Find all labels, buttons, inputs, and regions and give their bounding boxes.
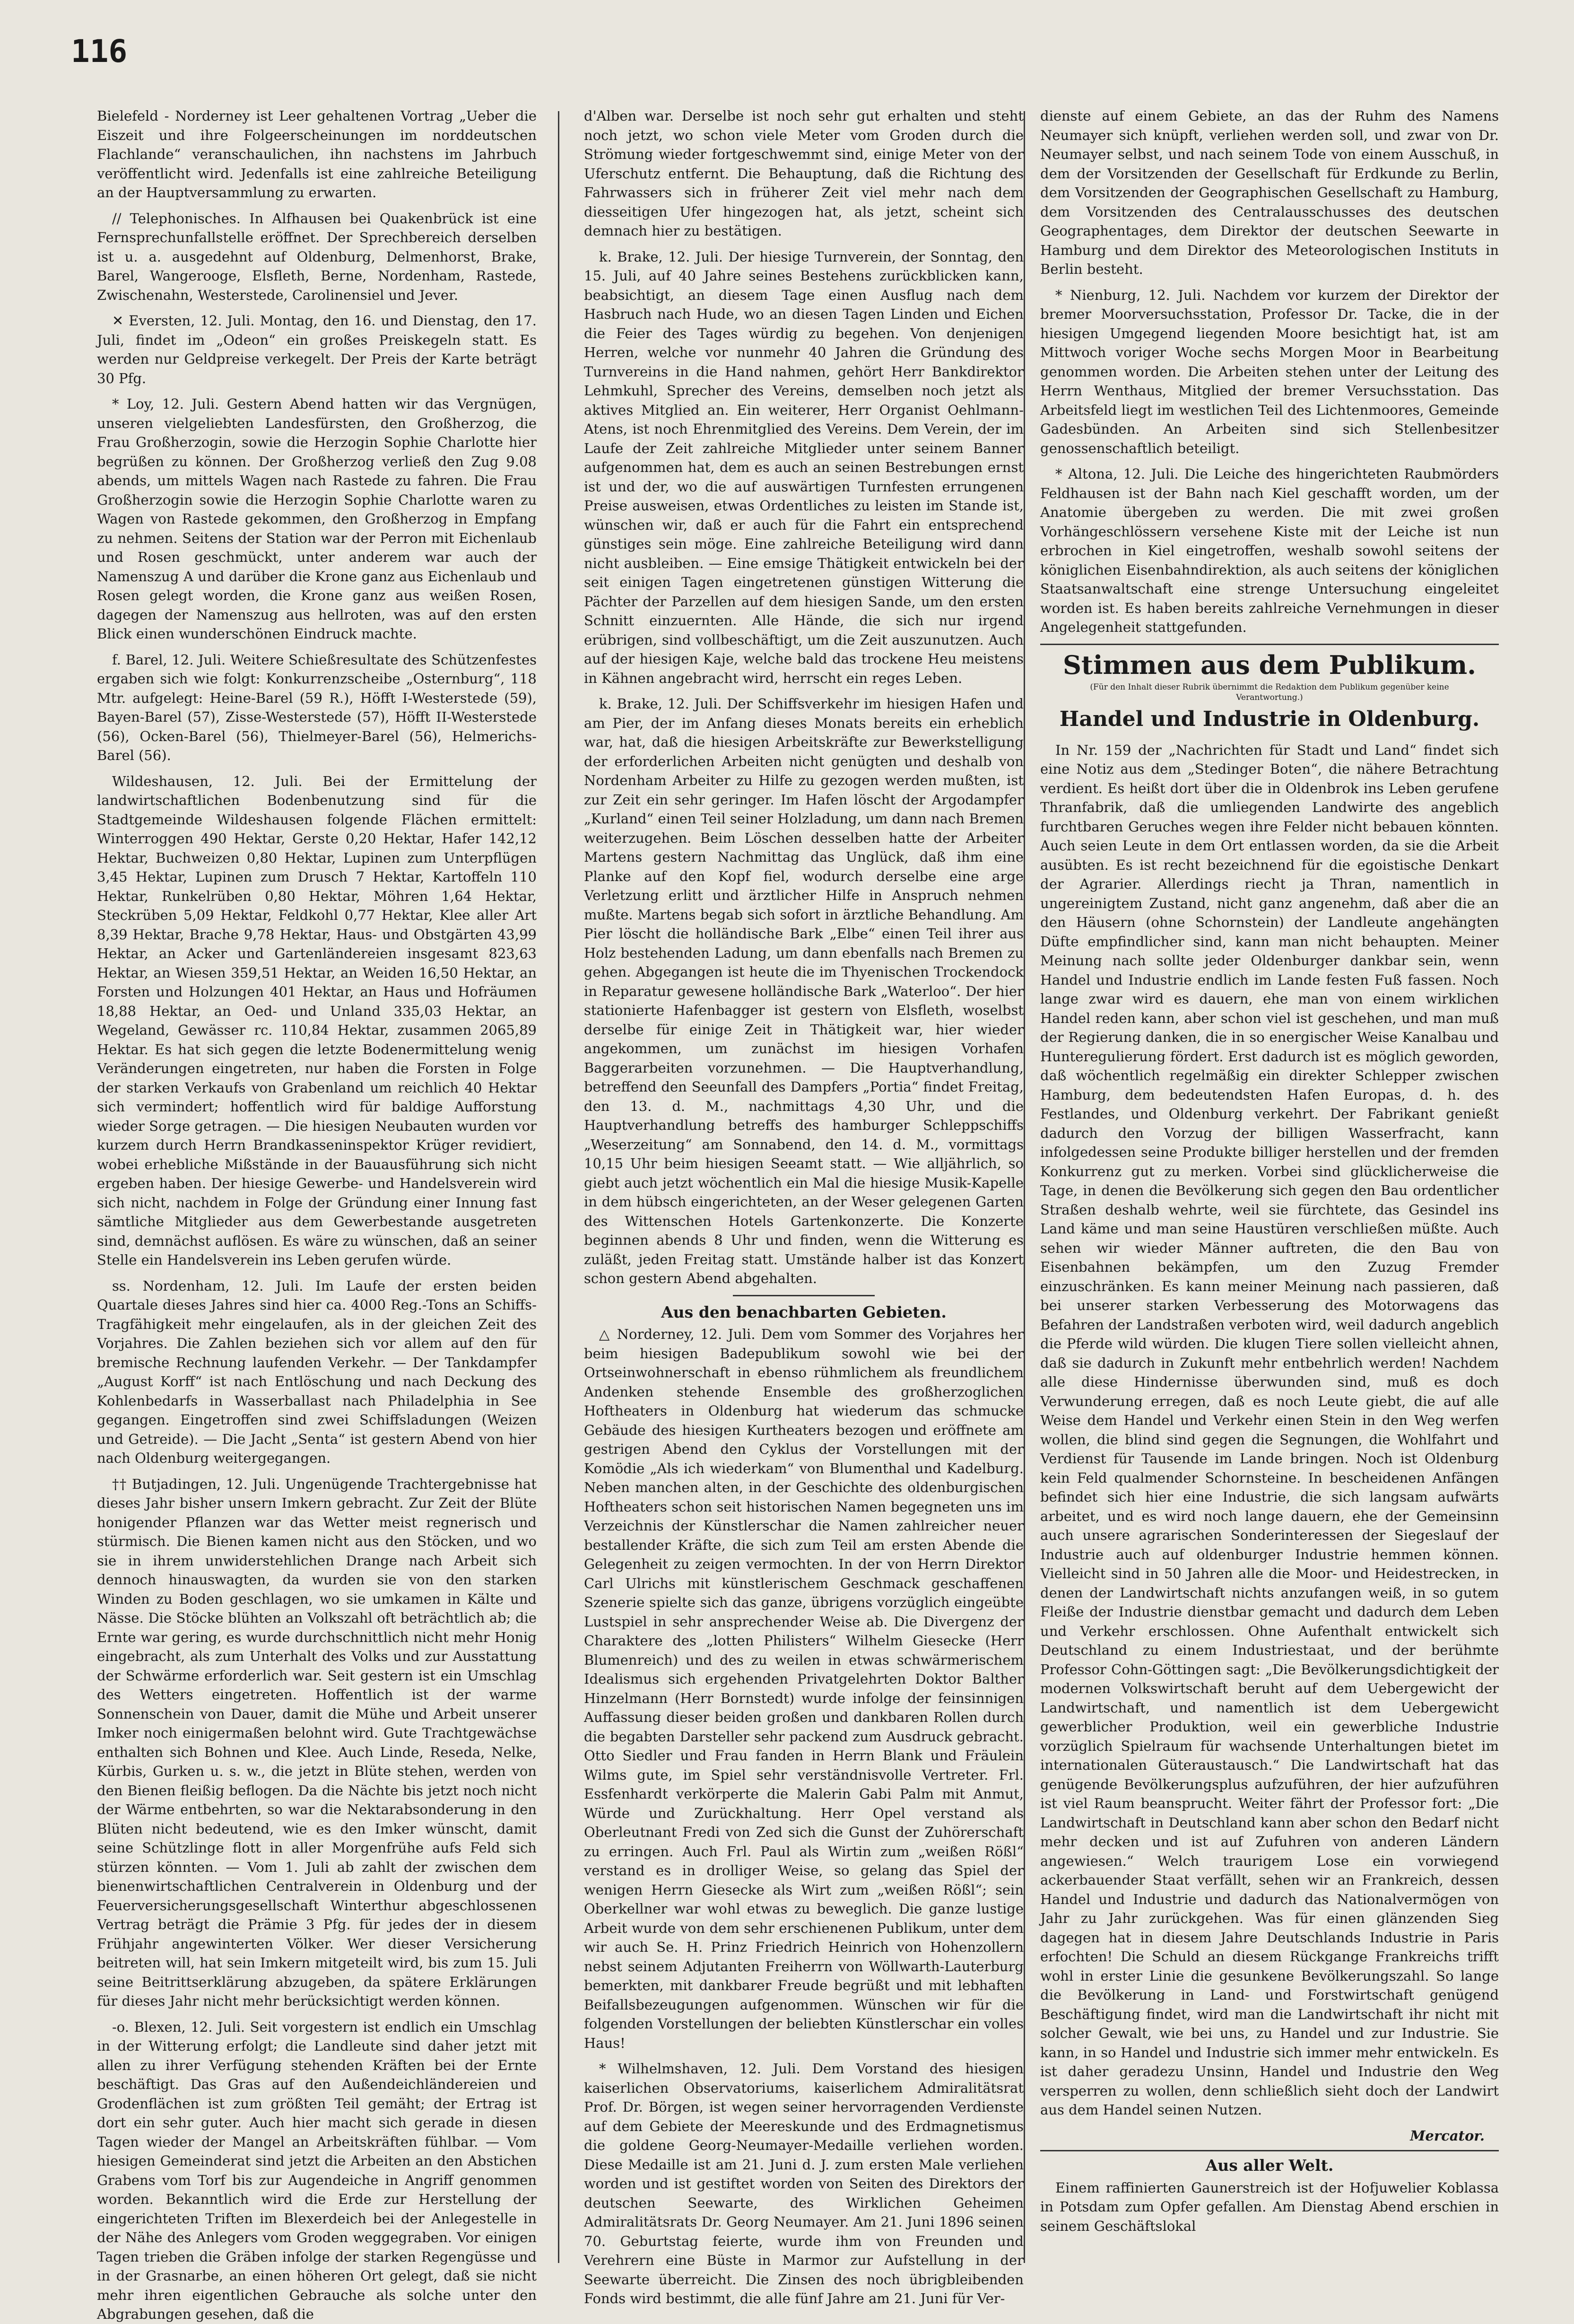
column-middle xyxy=(584,106,1024,2307)
editorial-disclaimer: (Für den Inhalt dieser Rubrik übernimmt die Redaktion dem Publikum gegenüber keine Verantwortung.) xyxy=(1090,682,1449,702)
article-norderney: △ Norderney, 12. Juli. Dem vom Sommer des Vorjahres her beim hiesigen Badepublikum sowohl wie bei der Ortseinwohnerschaft in ebenso rühmlichem als freundlichem Andenken stehende Ensemble des großherzoglichen Hoftheaters in Oldenburg hat wiederum das schmucke Gebäude des hiesigen Kurtheaters bezogen und eröffnete am gestrigen Abend den Cyklus der Vorstellungen mit der Komödie „Als ich wiederkam“ von Blumenthal und Kadelburg. Neben manchen alten, in der Geschichte des oldenburgischen Hoftheaters schon seit historischen Namen begegneten uns im Verzeichnis der Künstlerschar die Namen zahlreicher neuer bestallender Kräfte, die sich zum Teil am ersten Abende die Gelegenheit zu zeigen vermochten. In der von Herrn Direktor Carl Ulrichs mit künstlerischem Geschmack geschaffenen Szenerie spielte sich das ganze, übrigens vorzüglich eingeübte Lustspiel in sehr ansprechender Weise ab. Die Divergenz der Charaktere des „lotten Philisters“ Wilhelm Giesecke (Herr Blumenreich) und des zu weilen in etwas schwärmerischem Idealismus sich ergehenden Privatgelehrten Doktor Balther Hinzelmann (Herr Bornstedt) wurde infolge der feinsinnigen Auffassung dieser beiden großen und dankbaren Rollen durch die begabten Darsteller sehr packend zum Ausdruck gebracht. Otto Siedler und Frau fanden in Herrn Blank und Fräulein Wilms gute, im Spiel sehr verständnisvolle Vertreter. Frl. Essfenhardt verkörperte die Malerin Gabi Palm mit Anmut, Würde und Zurückhaltung. Herr Opel verstand als Oberleutnant Fredi von Zed sich die Gunst der Zuhörerschaft zu erringen. Auch Frl. Paul als Wirtin zum „weißen Rößl“ verstand es in drolliger Weise, so gelang das Spiel der wenigen Herrn Giesecke als Wirt zum „weißen Rößl“; sein Oberkellner war wohl etwas zu beweglich. Die ganze lustige Arbeit wurde von dem sehr erschienenen Publikum, unter dem wir auch Se. H. Prinz Friedrich Heinrich von Hohenzollern nebst seinem Adjutanten Freiherrn von Wöllwarth-Lauterburg bemerkten, mit dankbarer Freude begrüßt und mit lebhaften Beifallsbezeugungen aufgenommen. Wünschen wir für die folgenden Vorstellungen der beliebten Künstlerschar ein volles Haus! xyxy=(584,1326,1024,2051)
article-wildeshausen: Wildeshausen, 12. Juli. Bei der Ermittelung der landwirtschaftlichen Bodenbenutzung sind für die Stadtgemeinde Wildeshausen folgende Flächen ermittelt: Winterroggen 490 Hektar, Gerste 0,20 Hektar, Hafer 142,12 Hektar, Buchweizen 0,80 Hektar, Lupinen zum Unterpflügen 3,45 Hektar, Lupinen zum Drusch 7 Hektar, Kartoffeln 110 Hektar, Runkelrüben 0,80 Hektar, Möhren 1,64 Hektar, Steckrüben 5,09 Hektar, Feldkohl 0,77 Hektar, Klee aller Art 8,39 Hektar, Brache 9,78 Hektar, Haus- und Obstgärten 43,99 Hektar, an Acker und Gartenländereien insgesamt 823,63 Hektar, an Wiesen 359,51 Hektar, an Weiden 16,50 Hektar, an Forsten und Holzungen 401 Hektar, an Haus und Hofräumen 18,88 Hektar, an Oed- und Unland 335,03 Hektar, an Wegeland, Gewässer rc. 110,84 Hektar, zusammen 2065,89 Hektar. Es hat sich gegen die letzte Bodenermittelung wenig Veränderungen eingetreten, nur haben die Forsten in Folge der starken Verkaufs von Grabenland um reichlich 40 Hektar sich vermindert; hoffentlich wird für baldige Aufforstung wieder Sorge getragen. — Die hiesigen Neubauten wurden vor kurzem durch Herrn Brandkasseninspektor Krüger revidiert, wobei erhebliche Mißstände in der Bauausführung sich nicht ergeben haben. Der hiesige Gewerbe- und Handelsverein wird sich nicht, nachdem in Folge der Gründung einer Innung fast sämtliche Mitglieder aus dem Gewerbestande ausgetreten sind, demnächst auflösen. Es wäre zu wünschen, daß an seiner Stelle ein Handelsverein ins Leben gerufen würde. xyxy=(97,773,537,1268)
section-heading-aus-aller-welt: Aus aller Welt. xyxy=(1205,2156,1334,2175)
section-heading-nachbargebiete: Aus den benachbarten Gebieten. xyxy=(661,1302,947,1321)
article-loy: * Loy, 12. Juli. Gestern Abend hatten wir das Vergnügen, unseren vielgeliebten Landesfürsten, den Großherzog, die Frau Großherzogin, sowie die Herzogin Sophie Charlotte hier begrüßen zu können. Der Großherzog verließ den Zug 9.08 abends, um mittels Wagen nach Rastede zu fahren. Die Frau Großherzogin sowie die Herzogin Sophie Charlotte waren zu Wagen von Rastede gekommen, den Großherzog in Empfang zu nehmen. Seitens der Station war der Perron mit Eichenlaub und Rosen geschmückt, unter anderem war auch der Namenszug A und darüber die Krone ganz aus Eichenlaub und Rosen gelegt worden, die Krone ganz aus weißen Rosen, dagegen der Namenszug aus hellroten, was auf den ersten Blick einen wunderschönen Eindruck machte. xyxy=(97,396,537,642)
article-telephonisches: // Telephonisches. In Alfhausen bei Quakenbrück ist eine Fernsprechunfallstelle eröffnet. Der Sprechbereich derselben ist u. a. ausgedehnt auf Oldenburg, Delmenhorst, Brake, Barel, Wangerooge, Elsfleth, Berne, Nordenham, Rastede, Zwischenahn, Westerstede, Carolinensiel und Jever. xyxy=(97,210,537,303)
page-number: 116 xyxy=(71,33,128,70)
article-eversten: ✕ Eversten, 12. Juli. Montag, den 16. und Dienstag, den 17. Juli, findet im „Odeon“ ein großes Preiskegeln statt. Es werden nur Geldpreise verkegelt. Der Preis der Karte beträgt 30 Pfg. xyxy=(97,313,537,386)
article-bielefeld-continuation: Bielefeld - Norderney ist Leer gehaltenen Vortrag „Ueber die Eiszeit und ihre Folgeerscheinungen im norddeutschen Flachlande“ veranschaulichen, ihn nachstens im Jahrbuch veröffentlicht wird. Jedenfalls ist eine zahlreiche Beteiligung an der Hauptversammlung zu erwarten. xyxy=(97,108,537,201)
article-continuation: dienste auf einem Gebiete, an das der Ruhm des Namens Neumayer sich knüpft, verliehen werden soll, und zwar von Dr. Neumayer selbst, und nach seinem Tode von einem Ausschuß, in dem der Vorsitzenden der Gesellschaft für Erdkunde zu Berlin, dem Vorsitzenden der Geographischen Gesellschaft zu Hamburg, dem Vorsitzenden des Centralausschusses des deutschen Geographentages, dem Direktor der deutschen Seewarte in Hamburg und dem Direktor des Meteorologischen Instituts in Berlin besteht. xyxy=(1040,108,1499,277)
article-blexen: -o. Blexen, 12. Juli. Seit vorgestern ist endlich ein Umschlag in der Witterung erfolgt; die Landleute sind daher jetzt mit allen zu ihrer Verfügung stehenden Kräften bei der Ernte beschäftigt. Das Gras auf den Außendeichländereien und Grodenflächen ist zum größten Teil gemäht; der Ertrag ist dort ein sehr guter. Auch hier macht sich gerade in diesen Tagen wieder der Mangel an Arbeitskräften fühlbar. — Vom hiesigen Gemeinderat sind jetzt die Arbeiten an den Abstichen Grabens vom Torf bis zur Augendeiche in Angriff genommen worden. Bekanntlich wird die Erde zur Herstellung der eingerichteten Triften im Blexerdeich bei der Anlegestelle in der Nähe des Anlegers vom Groden weggegraben. Vor einigen Tagen trieben die Gräben infolge der starken Regengüsse und in der Grasnarbe, an einen höheren Ort gelegt, daß sie nicht mehr ihren eigentlichen Gebrauche als solche unter den Abgrabungen gesehen, daß die xyxy=(97,2018,537,2322)
article-barel: f. Barel, 12. Juli. Weitere Schießresultate des Schützenfestes ergaben sich wie folgt: Konkurrenzscheibe „Osternburg“, 118 Mtr. aufgelegt: Heine-Barel (59 R.), Höfft I-Westerstede (59), Bayen-Barel (57), Zisse-Westerstede (57), Höfft II-Westerstede (56), Ocken-Barel (56), Thielmeyer-Barel (56), Helmerichs-Barel (56). xyxy=(97,651,537,763)
article-nienburg: * Nienburg, 12. Juli. Nachdem vor kurzem der Direktor der bremer Moorversuchsstation, Professor Dr. Tacke, die in der hiesigen Umgegend liegenden Moore besichtigt hat, ist am Mittwoch voriger Woche sechs Morgen Moor in Bearbeitung genommen worden. Die Arbeiten stehen unter der Leitung des Herrn Wenthaus, Mitglied der bremer Versuchsstation. Das Arbeitsfeld liegt im westlichen Teil des Lichtenmoores, Gemeinde Gadesbünden. An Arbeiten sind sich Stellenbesitzer genossenschaftlich beteiligt. xyxy=(1040,287,1499,456)
author-signature: Mercator. xyxy=(1410,2127,1485,2144)
article-handel-industrie: In Nr. 159 der „Nachrichten für Stadt und Land“ findet sich eine Notiz aus dem „Stedinger Boten“, die nähere Betrachtung verdient. Es heißt dort über die in Oldenbrok ins Leben gerufene Thranfabrik, daß die umliegenden Landwirte des angeblich furchtbaren Geruches wegen ihre Felder nicht bebauen könnten. Auch seien Leute in dem Ort entlassen worden, da sie die Arbeit ausübten. Es ist recht bezeichnend für die egoistische Denkart der Agrarier. Allerdings riecht ja Thran, namentlich in ungereinigtem Zustand, nicht ganz angenehm, daß aber die an den Häusern (ohne Schornstein) der Landleute angehängten Düfte empfindlicher sind, kann man nicht behaupten. Meiner Meinung nach sollte jeder Oldenburger dankbar sein, wenn Handel und Industrie endlich im Lande festen Fuß fassen. Noch lange zwar wird es dauern, ehe man von einem wirklichen Handel reden kann, aber schon viel ist geschehen, und man muß der Regierung danken, die in so energischer Weise Kanalbau und Hunteregulierung fördert. Erst dadurch ist es möglich geworden, daß wöchentlich regelmäßig ein direkter Schlepper zwischen Hamburg, dem bedeutendsten Hafen Europas, d. h. des Festlandes, und Oldenburg verkehrt. Der Fabrikant genießt dadurch den Vorzug der billigen Wasserfracht, kann infolgedessen seine Produkte billiger herstellen und der fremden Konkurrenz gut zu merken. Vorbei sind glücklicherweise die Tage, in denen die Bevölkerung sich gegen den Bau ordentlicher Straßen deshalb wehrte, weil sie fürchtete, das Gesindel ins Land käme und man seine Haustüren verschließen müßte. Auch sehen wir wieder Männer auftreten, die den Bau von Eisenbahnen bekämpfen, um den Zuzug Fremder einzuschränken. Es kann meiner Meinung nach passieren, daß bei unserer starken Verbesserung des Motorwagens das Befahren der Landstraßen verboten wird, weil dadurch angeblich die Pferde wild würden. Die klugen Tiere sollen vielleicht ahnen, daß sie dadurch in Zukunft mehr entbehrlich werden! Nachdem alle diese Hindernisse überwunden sind, muß es doch Verwunderung erregen, daß es noch Leute giebt, die auf alle Weise dem Handel und Verkehr einen Stein in den Weg werfen wollen, die blind sind gegen die Segnungen, die Wohlfahrt und Verdienst für Tausende im Lande bringen. Noch ist Oldenburg kein Feld qualmender Schornsteine. In bescheidenen Anfängen befindet sich hier eine Industrie, die sich langsam aufwärts arbeitet, und es wird noch lange dauern, ehe der Gemeinsinn auch unsere agrarischen Sonderinteressen der Siegeslauf der Industrie auch auf oldenburger Industrie hemmen können. Vielleicht sind in 50 Jahren alle die Moor- und Heidestrecken, in denen der Landwirtschaft nichts anzufangen weiß, in so gutem Fleiße der Industrie dienstbar gemacht und dadurch dem Leben und Verkehr erschlossen. Ohne Aufenthalt entwickelt sich Deutschland zu einem Industriestaat, und der berühmte Professor Cohn-Göttingen sagt: „Die Bevölkerungsdichtigkeit der modernen Volkswirtschaft beruht auf dem Uebergewicht der Landwirtschaft, und namentlich ist dem Uebergewicht gewerblicher Produktion, weil ein gewerbliche Industrie vorzüglich Spielraum für wachsende Unterhaltungen bietet im internationalen Güteraustausch.“ Die Landwirtschaft hat das genügende Bevölkerungsplus aufzuführen, der hier aufzuführen ist viel Raum beansprucht. Weiter fährt der Professor fort: „Die Landwirtschaft in Deutschland kann aber schon den Bedarf nicht mehr decken und ist auf Zufuhren von anderen Ländern angewiesen.“ Welch traurigem Lose ein vorwiegend ackerbauender Staat verfällt, sehen wir an Frankreich, dessen Handel und Industrie und dadurch das Nationalvermögen von Jahr zu Jahr zurückgehen. Was für einen glänzenden Sieg dagegen hat in diesem Jahre Deutschlands Industrie in Paris erfochten! Die Schuld an diesem Rückgange Frankreichs trifft wohl in erster Linie die gesunkene Bevölkerungszahl. So lange die Bevölkerung in Land- und Forstwirtschaft genügend Beschäftigung findet, wird man die Landwirtschaft ihr nicht mit solcher Gewalt, wie bei uns, zu Handel und zur Industrie. Sie kann, in so Handel und Industrie sich immer mehr entwickeln. Es ist daher geradezu Unsinn, Handel und Industrie den Weg versperren zu wollen, denn schließlich sieht doch der Landwirt aus dem Handel seinen Nutzen. xyxy=(1040,742,1499,2118)
column-divider xyxy=(558,111,559,2263)
article-butjadingen: †† Butjadingen, 12. Juli. Ungenügende Trachtergebnisse hat dieses Jahr bisher unsern Imkern gebracht. Zur Zeit der Blüte honigender Pflanzen war das Wetter meist regnerisch und stürmisch. Die Bienen kamen nicht aus den Stöcken, und wo sie in ihrem unwiderstehlichen Drange nach Arbeit sich dennoch hinauswagten, da wurden sie von den starken Winden zu Boden geschlagen, wo sie umkamen in Kälte und Nässe. Die Stöcke blühten an Volkszahl oft beträchtlich ab; die Ernte war gering, es wurde durchschnittlich nicht mehr Honig eingebracht, als zum Unterhalt des Volks und zur Ausstattung der Schwärme erforderlich war. Seit gestern ist ein Umschlag des Wetters eingetreten. Hoffentlich ist der warme Sonnenschein von Dauer, damit die Mühe und Arbeit unserer Imker noch einigermaßen belohnt wird. Gute Trachtgewächse enthalten sich Bohnen und Klee. Auch Linde, Reseda, Nelke, Kürbis, Gurken u. s. w., die jetzt in Blüte stehen, werden von den Bienen fleißig beflogen. Da die Nächte bis jetzt noch nicht der Wärme entbehrten, so war die Nektarabsonderung in den Blüten nicht bedeutend, wie es den Imker wünscht, damit seine Schützlinge flott in aller Morgenfrühe aufs Feld sich stürzen könnten. — Vom 1. Juli ab zahlt der zwischen dem bienenwirtschaftlichen Centralverein in Oldenburg und der Feuerversicherungsgesellschaft Winterthur abgeschlossenen Vertrag beträgt die Prämie 3 Pfg. für jedes der in diesem Frühjahr angewinterten Völker. Wer dieser Versicherung beitreten will, hat sein Imkern mitgeteilt wird, bis zum 15. Juli seine Beitrittserklärung abzugeben, da spätere Erklärungen für dieses Jahr nicht mehr berücksichtigt werden können. xyxy=(97,1476,537,2009)
section-divider xyxy=(1040,644,1499,645)
article-gaunerstreich: Einem raffinierten Gaunerstreich ist der Hofjuwelier Koblassa in Potsdam zum Opfer gefallen. Am Dienstag Abend erschien in seinem Geschäftslokal xyxy=(1040,2179,1499,2234)
column-right xyxy=(1040,106,1499,2268)
article-brake-turnverein: k. Brake, 12. Juli. Der hiesige Turnverein, der Sonntag, den 15. Juli, auf 40 Jahre seines Bestehens zurückblicken kann, beabsichtigt, an diesem Tage einen Ausflug nach dem Hasbruch nach Hude, wo an diesen Tagen Linden und Eichen die Feier des Tages würdig zu begehen. Von denjenigen Herren, welche vor nunmehr 40 Jahren die Gründung des Turnvereins in die Hand nahmen, gehört Herr Bankdirektor Lehmkuhl, Sprecher des Vereins, demselben noch jetzt als aktives Mitglied an. Ein weiterer, Herr Organist Oehlmann-Atens, ist noch Ehrenmitglied des Vereins. Dem Verein, der im Laufe der Zeit zahlreiche Mitglieder unter seinem Banner aufgenommen hat, dem es auch an seinen Bestrebungen ernst ist und der, wo die auf auswärtigen Turnfesten errungenen Preise ausweisen, etwas Ordentliches zu leisten im Stande ist, wünschen wir, daß er auch für die Fahrt ein entsprechend günstiges sein möge. Eine zahlreiche Beteiligung wird dann nicht ausbleiben. — Eine emsige Thätigkeit entwickeln bei der seit einigen Tagen eingetretenen günstigen Witterung die Pächter der Parzellen auf dem hiesigen Sande, um den ersten Schnitt einzuernten. Alle Hände, die sich nur irgend erübrigen, sind vollbeschäftigt, um die Zeit auszunutzen. Auch auf der hiesigen Kaje, welche bald das trockene Heu meistens in Kähnen angebracht wird, herrscht ein reges Leben. xyxy=(584,248,1024,686)
section-divider xyxy=(1040,2150,1499,2151)
article-brake-schiffsverkehr: k. Brake, 12. Juli. Der Schiffsverkehr im hiesigen Hafen und am Pier, der im Anfang dieses Monats bereits ein erheblich war, hat, daß die hiesigen Arbeitskräfte zur Bewerkstelligung der erforderlichen Arbeiten nicht genügten und deshalb von Nordenham Arbeiter zu Hilfe zu gezogen werden mußten, ist zur Zeit ein sehr geringer. Im Hafen löscht der Argodampfer „Kurland“ einen Teil seiner Holzladung, um dann nach Bremen weiterzugehen. Beim Löschen desselben hatte der Arbeiter Martens gestern Nachmittag das Unglück, daß ihm eine Planke auf den Kopf fiel, wodurch derselbe eine arge Verletzung erlitt und ärztlicher Hilfe in Anspruch nehmen mußte. Martens begab sich sofort in ärztliche Behandlung. Am Pier löscht die holländische Bark „Elbe“ einen Teil ihrer aus Holz bestehenden Ladung, um dann ebenfalls nach Bremen zu gehen. Abgegangen ist heute die im Thyenischen Trockendock in Reparatur gewesene holländische Bark „Waterloo“. Der hier stationierte Hafenbagger ist gestern von Elsfleth, woselbst derselbe für einige Zeit in Thätigkeit war, hier wieder angekommen, um zunächst im hiesigen Vorhafen Baggerarbeiten vorzunehmen. — Die Hauptverhandlung, betreffend den Seeunfall des Dampfers „Portia“ findet Freitag, den 13. d. M., nachmittags 4,30 Uhr, und die Hauptverhandlung betreffs des hamburger Schleppschiffs „Weserzeitung“ am Sonnabend, den 14. d. M., vormittags 10,15 Uhr beim hiesigen Seeamt statt. — Wie alljährlich, so giebt auch jetzt wöchentlich ein Mal die hiesige Musik-Kapelle in dem hübsch eingerichteten, an der Weser gelegenen Garten des Wittenschen Hotels Gartenkonzerte. Die Konzerte beginnen abends 8 Uhr und finden, wenn die Witterung es zuläßt, jeden Freitag statt. Umstände halber ist das Konzert schon gestern Abend abgehalten. xyxy=(584,696,1024,1286)
column-left xyxy=(97,106,537,2322)
article-title-handel-industrie: Handel und Industrie in Oldenburg. xyxy=(1059,707,1480,731)
article-altona: * Altona, 12. Juli. Die Leiche des hingerichteten Raubmörders Feldhausen ist der Bahn nach Kiel geschafft worden, um der Anatomie übergeben zu werden. Die mit zwei großen Vorhängeschlössern versehene Kiste mit der Leiche ist nun erbrochen in Kiel eingetroffen, weshalb sowohl seitens der königlichen Eisenbahndirektion, als auch seitens der königlichen Staatsanwaltschaft eine strenge Untersuchung eingeleitet worden ist. Es haben bereits zahlreiche Vernehmungen in dieser Angelegenheit stattgefunden. xyxy=(1040,466,1499,635)
article-continuation: d'Alben war. Derselbe ist noch sehr gut erhalten und steht noch jetzt, wo schon viele Meter vom Groden durch die Strömung wieder fortgeschwemmt sind, einige Meter von der Uferschutz entfernt. Die Behauptung, daß die Richtung des Fahrwassers sich in früherer Zeit viel mehr nach dem diesseitigen Ufer hingezogen hat, als jetzt, scheint sich demnach hier zu bestätigen. xyxy=(584,108,1024,239)
article-nordenham: ss. Nordenham, 12. Juli. Im Laufe der ersten beiden Quartale dieses Jahres sind hier ca. 4000 Reg.-Tons an Schiffs-Tragfähigkeit mehr eingelaufen, als in der gleichen Zeit des Vorjahres. Die Zahlen beziehen sich vor allem auf den für bremische Rechnung laufenden Verkehr. — Der Tankdampfer „August Korff“ ist nach Entlöschung und nach Deckung des Kohlenbedarfs in Wasserballast nach Philadelphia in See gegangen. Eingetroffen sind zwei Schiffsladungen (Weizen und Getreide). — Die Jacht „Senta“ ist gestern Abend von hier nach Oldenburg weitergegangen. xyxy=(97,1277,537,1466)
section-divider xyxy=(733,1295,875,1296)
section-heading-publikum: Stimmen aus dem Publikum. xyxy=(1063,649,1476,680)
article-wilhelmshaven: * Wilhelmshaven, 12. Juli. Dem Vorstand des hiesigen kaiserlichen Observatoriums, kaiserlichem Admiralitätsrat Prof. Dr. Börgen, ist wegen seiner hervorragenden Verdienste auf dem Gebiete der Meereskunde und des Erdmagnetismus die goldene Georg-Neumayer-Medaille verliehen worden. Diese Medaille ist am 21. Juni d. J. zum ersten Male verliehen worden und ist gestiftet worden von Seiten des Direktors der deutschen Seewarte, des Wirklichen Geheimen Admiralitätsrats Dr. Georg Neumayer. Am 21. Juni 1896 seinen 70. Geburtstag feierte, wurde ihm von Freunden und Verehrern eine Büste in Marmor zur Aufstellung in der Seewarte überreicht. Die Zinsen des noch übrigbleibenden Fonds wird bestimmt, die alle fünf Jahre am 21. Juni für Ver- xyxy=(584,2061,1024,2307)
column-divider xyxy=(1024,111,1025,2263)
